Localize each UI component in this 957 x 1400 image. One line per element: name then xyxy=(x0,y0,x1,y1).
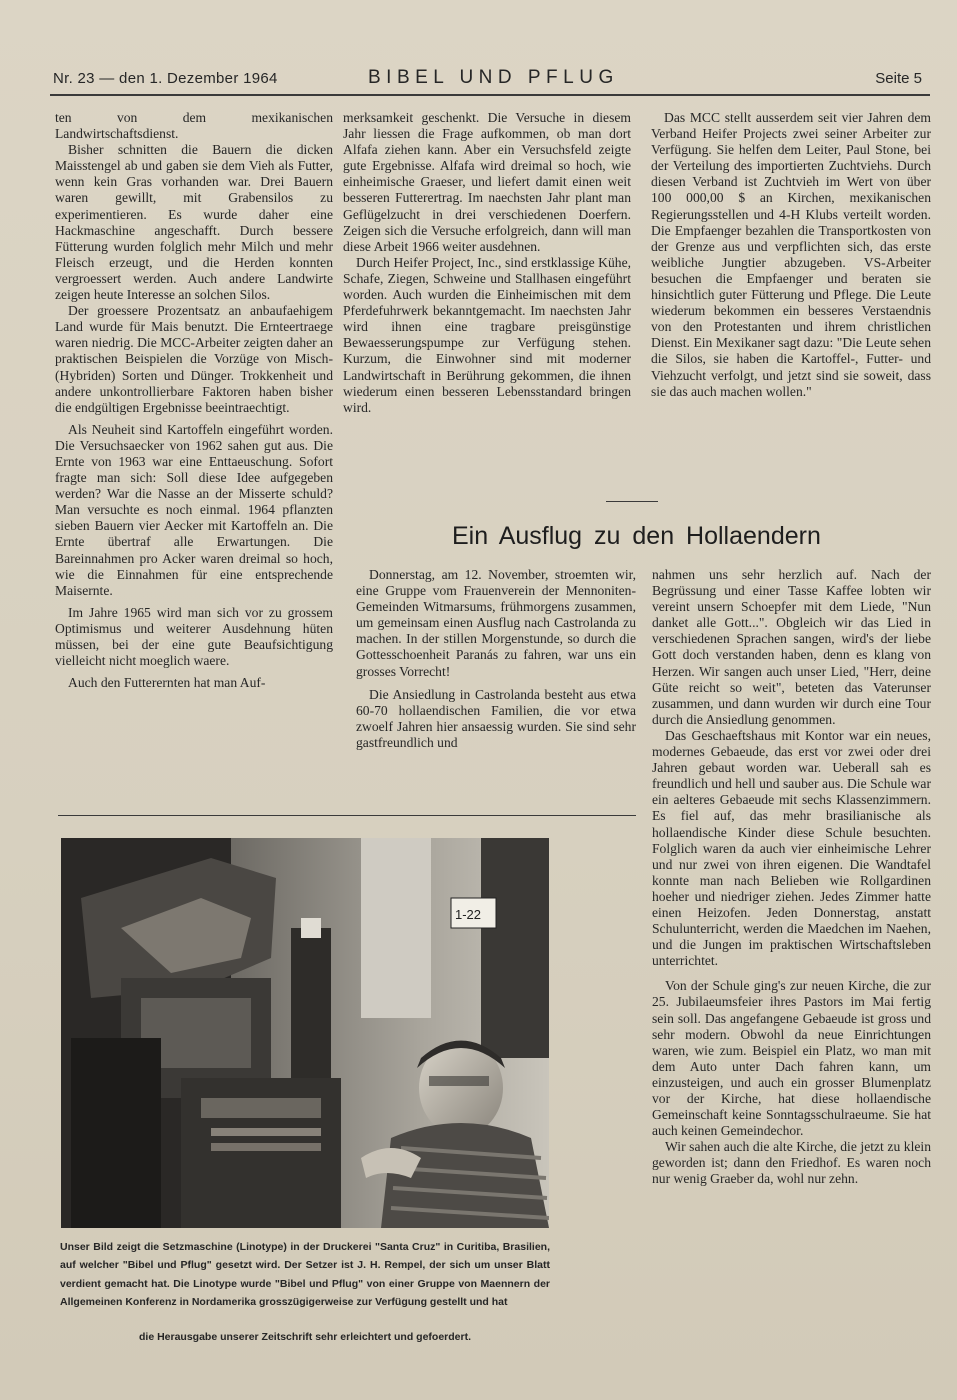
paragraph: Wir sahen auch die alte Kirche, die jetzt zu klein geworden ist; dann den Friedhof. Es waren noch nur wenig Graeber da, wohl nur zehn. xyxy=(652,1139,931,1187)
linotype-photo xyxy=(61,838,549,1228)
paragraph: nahmen uns sehr herzlich auf. Nach der Begrüssung und einer Tasse Kaffee lobten wir vereint unsern Schoepfer mit dem Liede, "Nun danket alle Gott...". Obgleich wir das Lied in verschiedenen Sprachen sangen, wird's der liebe Gott doch verstanden haben, denn es klang von Herzen. Wir sangen auch unser Lied, "Herr, deine Güte reicht so weit", beteten das Vaterunser zusammen, und dann wurden wir durch eine Tour durch die Ansiedlung genommen. xyxy=(652,567,931,727)
linotype-photo-image xyxy=(61,838,549,1228)
paragraph: Das Geschaeftshaus mit Kontor war ein neues, modernes Gebaeude, das erst vor zwei oder drei Jahren gebaut worden war. Ueberall sah es freundlich und hell und sauber aus. Die Schule war ein aelteres Gebaeude mit sechs Klassenzimmern. Es fiel auf, das mehr brasilianische als hollaendische Kinder diese Schule besuchten. Folglich waren da auch vier einheimische Lehrer und nur zwei von ihren eigenen. Die Wandtafel konnte man nach Belieben wie Rollgardinen hoeher und niedriger ziehen. Jedes Zimmer hatte einen Heizofen. Jeden Donnerstag, anstatt Schulunterricht, werden die Maedchen im Naehen, und die Jungen im praktischen Wirtschaftsleben unterrichtet. xyxy=(652,727,931,969)
paragraph: Der groessere Prozentsatz an anbaufaehigem Land wurde für Mais benutzt. Die Ernteertraege waren niedrig. Die MCC-Arbeiter zeigten daher an praktischen Beispielen die Vorzüge von Misch-(Hybriden) Sorten und Dünger. Trokkenheit und andere unkontrollierbare Faktoren haben bisher die endgültigen Ergebnisse beeintraechtigt. xyxy=(55,303,333,415)
page-header xyxy=(50,64,930,94)
paragraph: Durch Heifer Project, Inc., sind erstklassige Kühe, Schafe, Ziegen, Schweine und Stallhasen eingeführt worden. Auch wurden die Einheimischen mit dem Pferdefuhrwerk bekanntgemacht. Im naechsten Jahr wird ihnen eine tragbare preisgünstige Bewaesserungspumpe zur Verfügung stehen. Kurzum, die Einwohner sind mit moderner Landwirtschaft in Berührung gekommen, die ihnen wiederum einen besseren Lebensstandard bringen wird. xyxy=(343,254,631,415)
issue-date: Nr. 23 — den 1. Dezember 1964 xyxy=(53,70,278,87)
page-number: Seite 5 xyxy=(875,70,922,87)
paragraph: Donnerstag, am 12. November, stroemten wir, eine Gruppe vom Frauenverein der Mennoniten-Gemeinden Witmarsums, frühmorgens zusammen, um gemeinsam einen Ausflug nach Castrolanda zu machen. In der stillen Morgenstunde, so durch die Gottesschoenheit Paranás zu fahren, war uns ein grosses Vorrecht! xyxy=(356,567,636,679)
article2-headline: Ein Ausflug zu den Hollaendern xyxy=(452,522,821,550)
header-rule xyxy=(50,94,930,96)
publication-title: BIBEL UND PFLUG xyxy=(368,67,619,88)
photo-caption-last-line: die Herausgabe unserer Zeitschrift sehr erleichtert und gefoerdert. xyxy=(138,1331,471,1343)
article1-column-2 xyxy=(343,110,631,416)
photo-top-rule xyxy=(58,815,636,816)
paragraph: merksamkeit geschenkt. Die Versuche in diesem Jahr liessen die Frage aufkommen, ob man dort Alfafa ziehen kann. Aber ein Versuchsfeld zeigte gute Ergebnisse. Alfafa wird dreimal so hoch, wie einheimische Graeser, und liefert damit einen weit besseren Futterertrag. Im naechsten Jahr plant man Geflügelzucht in drei verschiedenen Doerfern. Zeigen sich die Versuche erfolgreich, dann will man diese Arbeit 1966 weiter ausdehnen. xyxy=(343,110,631,254)
paragraph: Die Ansiedlung in Castrolanda besteht aus etwa 60-70 hollaendischen Familien, die vor etwa zwoelf Jahren hier ansaessig wurden. Sie sind sehr gastfreundlich und xyxy=(356,686,636,750)
paragraph: Im Jahre 1965 wird man sich vor zu grossem Optimismus und weiterer Ausdehnung hüten müssen, bei der eine gute Beaufsichtigung vielleicht nicht moeglich waere. xyxy=(55,604,333,669)
article1-column-1 xyxy=(55,110,333,691)
wall-sign-text: 1-22 xyxy=(455,907,482,922)
paragraph: Das MCC stellt ausserdem seit vier Jahren dem Verband Heifer Projects zwei seiner Arbeiter zur Verfügung. Sie helfen dem Leiter, Paul Stone, bei der Verteilung des importierten Zuchtviehs. Durch diesen Verband ist Zuchtvieh im Wert von über 100 000,00 $ an Kirchen, mexikanischen Regierungsstellen und 4-H Klubs verteilt worden. Die Empfaenger bezahlen die Transportkosten von der Grenze aus und verpflichten sich, das erste weibliche Jungtier abzugeben. VS-Arbeiter besuchen die Empfaenger und beraten sie hinsichtlich guter Fütterung und Pflege. Die Leute wiederum bekommen ein besseres Verstaendnis von den Protestanten und ihrem christlichen Dienst. Ein Mexikaner sagt dazu: "Die Leute sehen die Silos, sie haben die Kartoffel-, Futter- und Viehzucht verfolgt, und jetzt sind sie soweit, dass sie das auch machen wollen." xyxy=(651,110,931,399)
paragraph: Als Neuheit sind Kartoffeln eingeführt worden. Die Versuchsaecker von 1962 sahen gut aus. Die Ernte von 1963 war eine Enttaeuschung. Sofort fragte man sich: Soll diese Idee aufgegeben werden? War die Nasse an der Misserte schuld? Man versuchte es noch einmal. 1964 pflanzten sieben Bauern vier Aecker mit Kartoffeln an. Die Ernte übertraf alle Erwartungen. Die Bareinnahmen pro Acker waren dreimal so hoch, wie die Einnahmen für eine entsprechende Maisernte. xyxy=(55,421,333,598)
article2-column-a xyxy=(356,567,636,751)
paragraph: Von der Schule ging's zur neuen Kirche, die zur 25. Jubilaeumsfeier ihres Pastors im Mai fertig sein soll. Das angefangene Gebaeude ist gross und sehr modern. Obwohl da neue Einrichtungen waren, wie zum. Beispiel ein Platz, wo man mit dem Auto unter Dach fahren kann, um einzusteigen, und auch ein grosser Blumenplatz vor der Kirche, hat diese hollaendische Gemeinschaft keine Sonntagsschulraeume. Sie hat auch keinen Gemeindechor. xyxy=(652,978,931,1139)
article1-column-3 xyxy=(651,110,931,400)
section-divider xyxy=(606,501,658,502)
paragraph: ten von dem mexikanischen Landwirtschaftsdienst. xyxy=(55,110,333,142)
photo-caption: Unser Bild zeigt die Setzmaschine (Linotype) in der Druckerei "Santa Cruz" in Curitiba, Brasilien, auf welcher "Bibel und Pflug" gesetzt wird. Der Setzer ist J. H. Rempel, der sich um unser Blatt verdient gemacht hat. Die Linotype wurde "Bibel und Pflug" von einer Gruppe von Maennern der Allgemeinen Konferenz in Nordamerika grosszügigerweise zur Verfügung gestellt und hat xyxy=(60,1241,550,1308)
paragraph: Bisher schnitten die Bauern die dicken Maisstengel ab und gaben sie dem Vieh als Futter, wenn kein Gras vorhanden war. Drei Bauern waren gewillt, mit Grabensilos zu experimentieren. Es wurde daher eine Hackmaschine angeschafft. Durch bessere Fütterung wurden folglich mehr Milch und mehr Fleisch erzeugt, und die Herden konnten vergroessert werden. Auch andere Landwirte zeigen heute Interesse an solchen Silos. xyxy=(55,142,333,303)
article2-column-b xyxy=(652,567,931,1188)
paragraph: Auch den Futterernten hat man Auf- xyxy=(68,675,266,691)
